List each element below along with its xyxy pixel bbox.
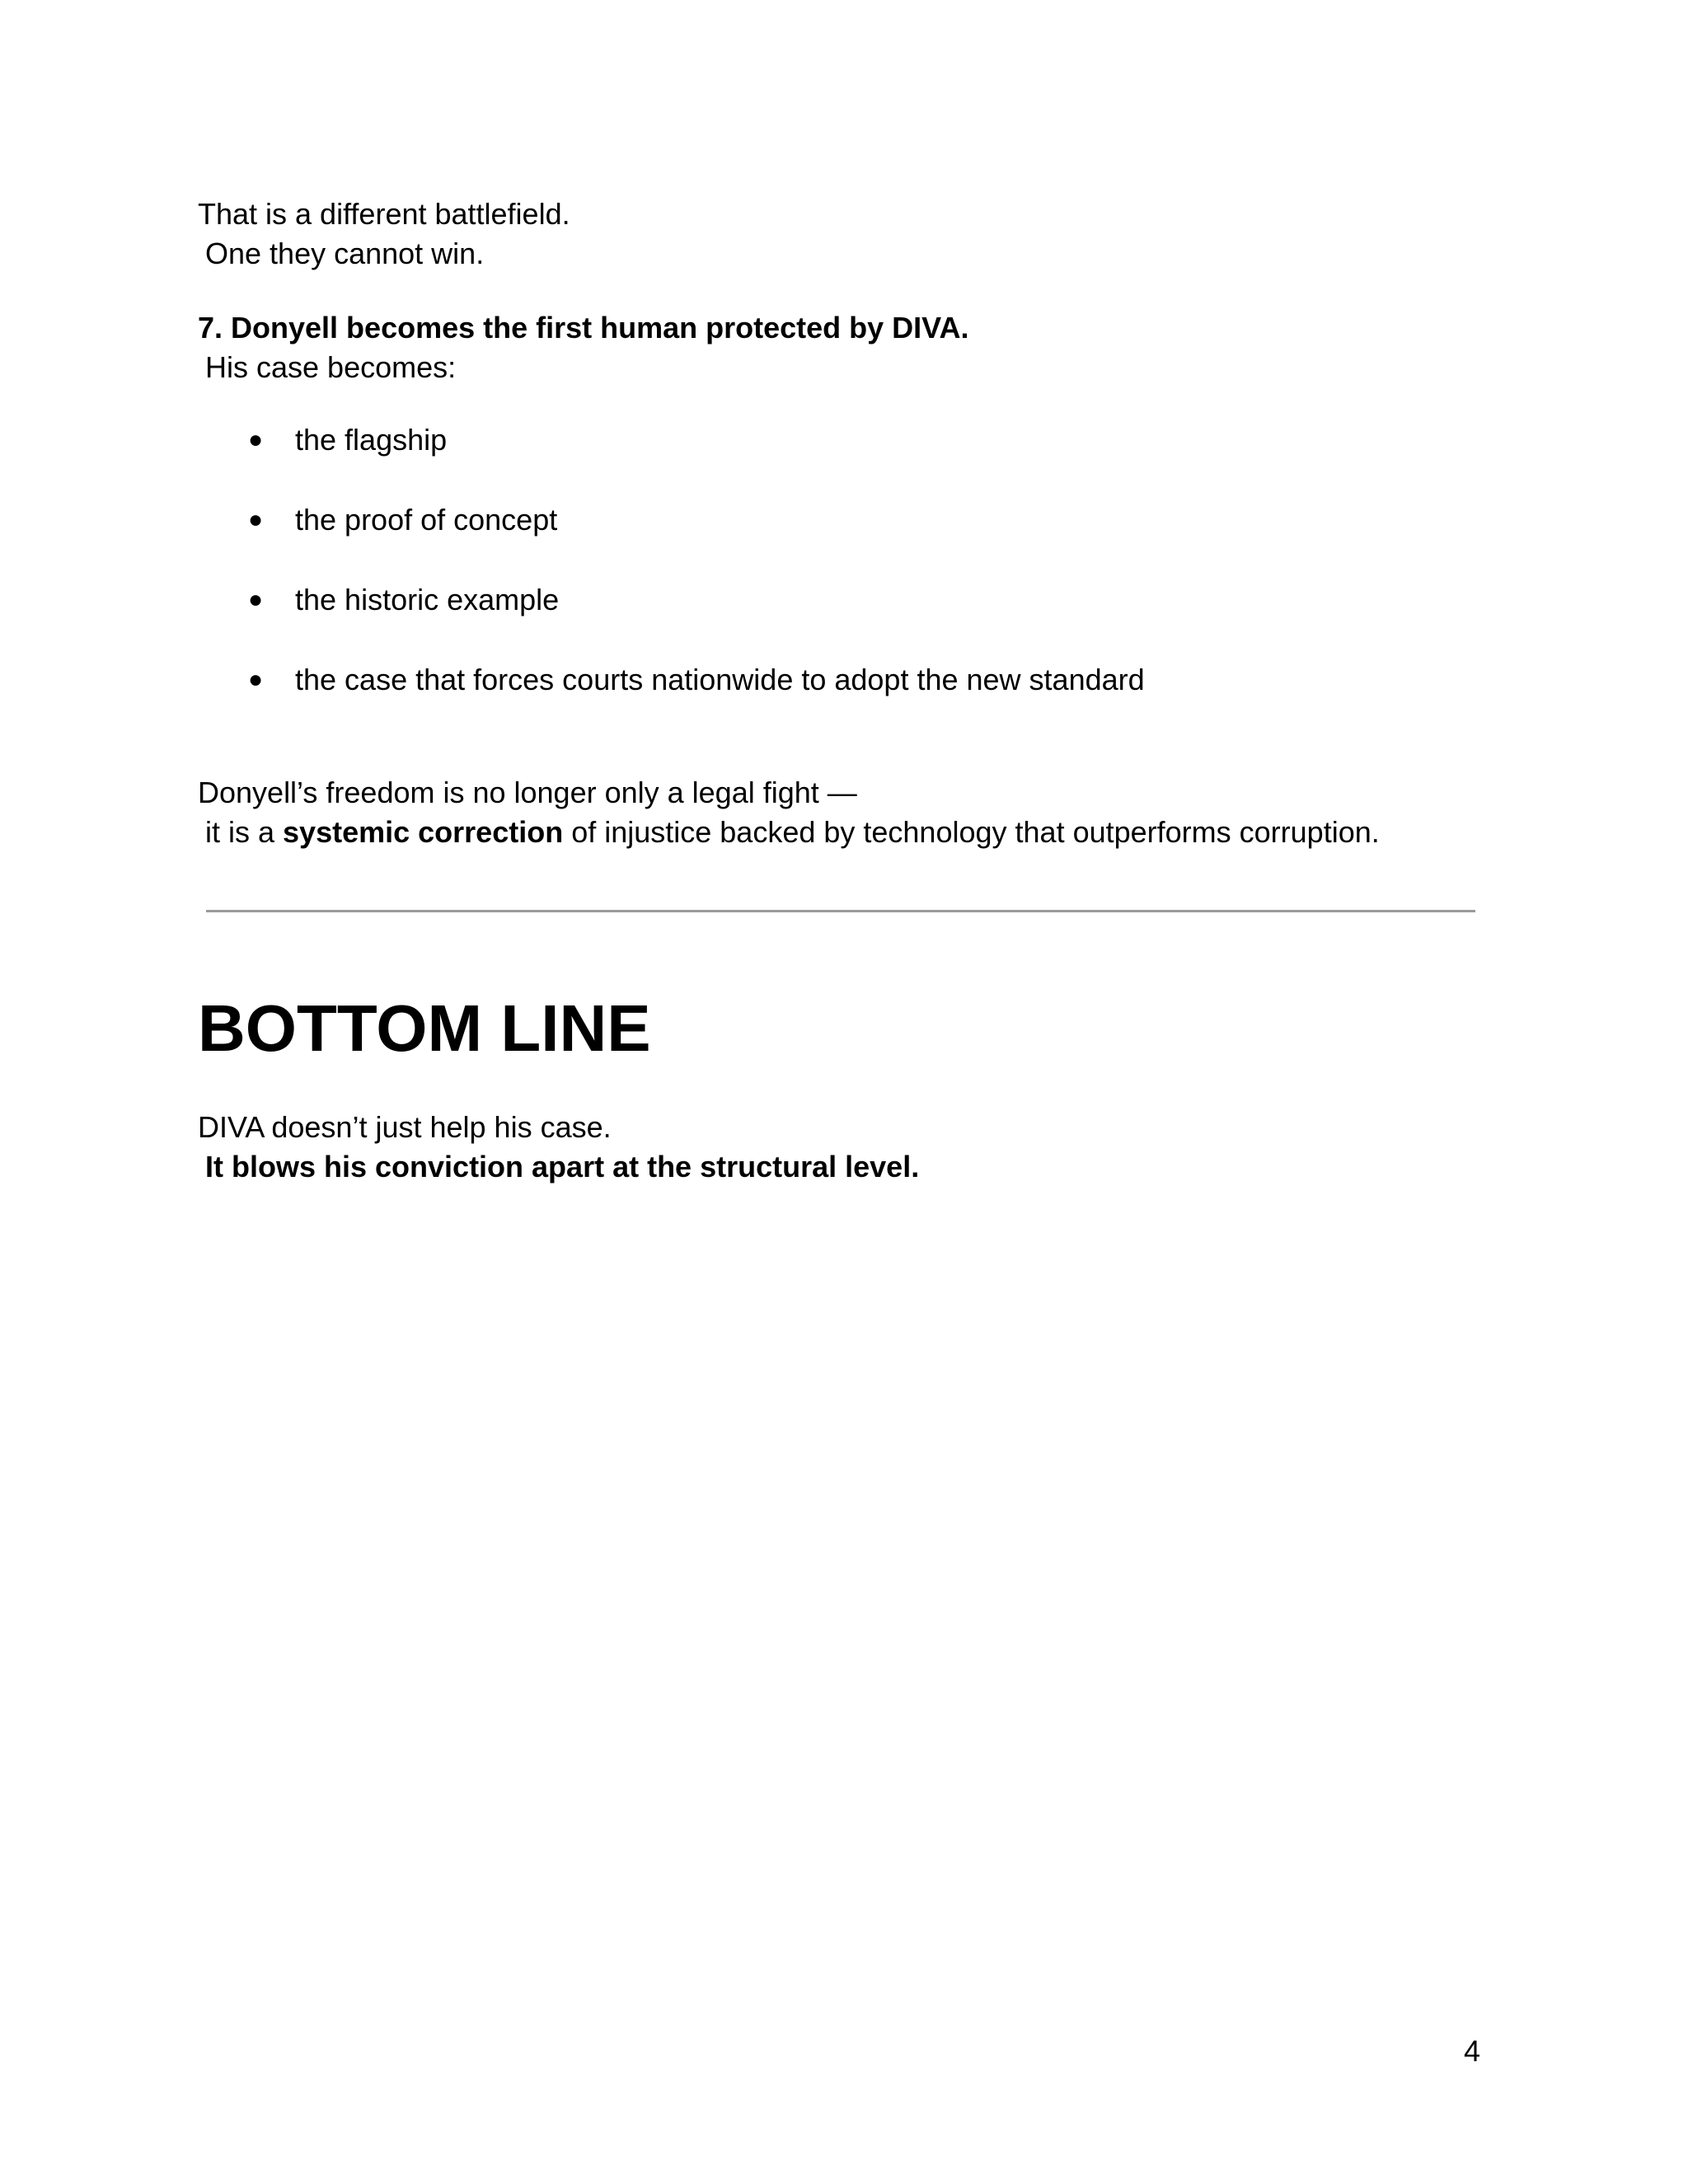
list-item-text: the proof of concept [295,503,558,537]
emphasis-line: It blows his conviction apart at the structural level. [205,1150,920,1183]
section-heading: 7. Donyell becomes the first human protected by DIVA. [198,311,969,344]
paragraph-line: His case becomes: [205,350,457,384]
bullet-icon: ● [248,506,264,533]
list-item-text: the case that forces courts nationwide to adopt the new standard [295,663,1145,696]
text-run: of injustice backed by technology that outperforms corruption. [563,815,1380,849]
bullet-icon: ● [248,666,264,693]
emphasis-text: systemic correction [283,815,564,849]
paragraph-line: DIVA doesn’t just help his case. [198,1110,612,1144]
list-item-text: the flagship [295,423,448,457]
paragraph-line: One they cannot win. [205,237,485,270]
list-item-text: the historic example [295,583,560,616]
paragraph-line [205,813,1380,852]
bullet-icon: ● [248,426,264,453]
bullet-icon: ● [248,586,264,613]
paragraph-line: Donyell’s freedom is no longer only a legal fight — [198,776,857,809]
page-number: 4 [1464,2034,1481,2068]
horizontal-divider [206,910,1475,912]
text-run: it is a [205,815,284,849]
paragraph-line: That is a different battlefield. [198,197,570,231]
page-title: BOTTOM LINE [198,991,651,1065]
